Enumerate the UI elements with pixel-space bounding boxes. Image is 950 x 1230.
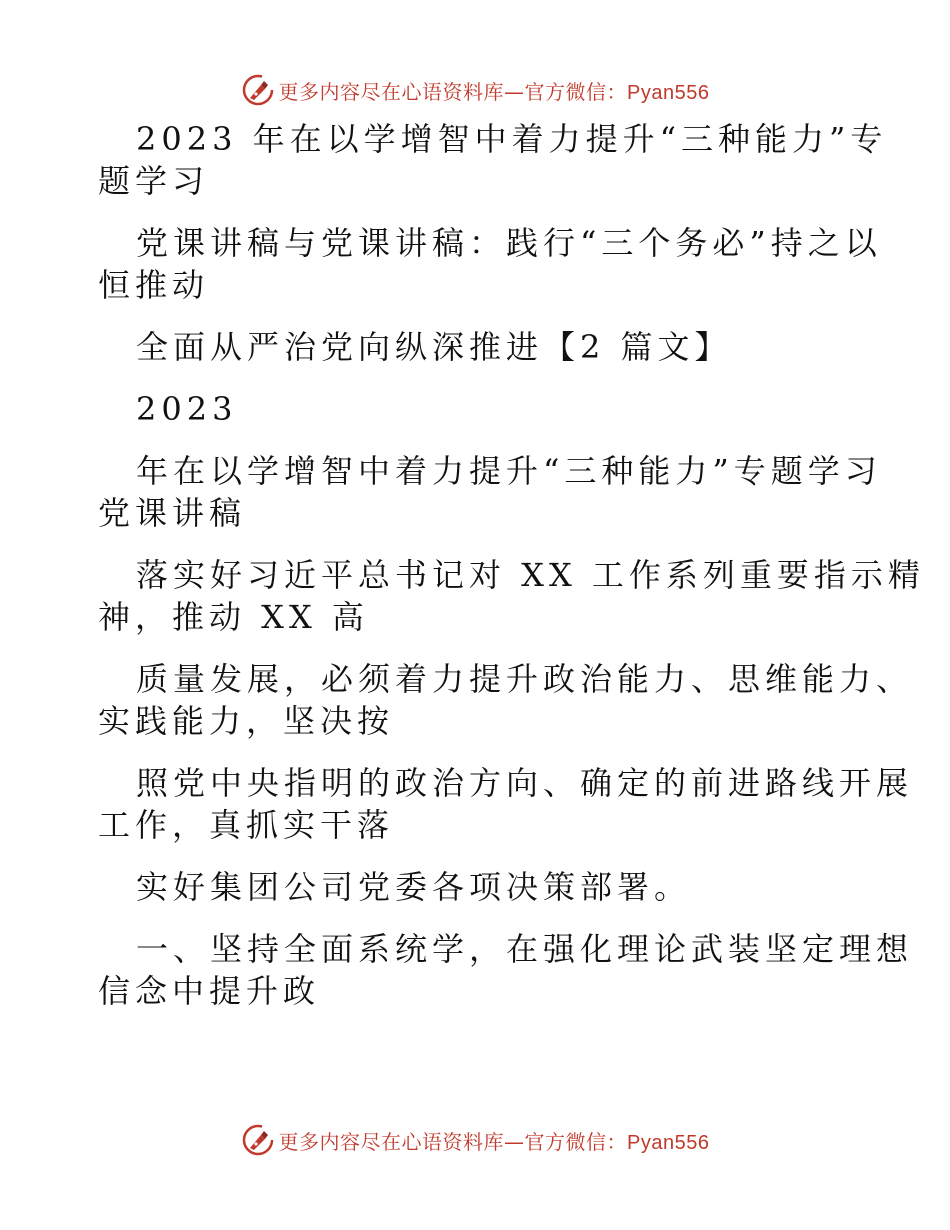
watermark-official: —官方微信：	[504, 1129, 628, 1154]
pen-nib-logo-icon	[241, 1123, 275, 1157]
section-heading-line-1: 一、坚持全面系统学，在强化理论武装坚定理想	[136, 930, 914, 968]
watermark-text	[279, 1126, 710, 1155]
watermark-text	[279, 76, 710, 105]
paragraph-line: 实践能力，坚决按	[98, 702, 395, 740]
title-line-2: 题学习	[98, 162, 210, 200]
subtitle-line-1: 党课讲稿与党课讲稿：践行“三个务必”持之以	[136, 224, 882, 262]
paragraph-line: 神，推动 XX 高	[98, 598, 369, 636]
subtitle-line-3: 全面从严治党向纵深推进【2 篇文】	[136, 328, 732, 366]
watermark-official: —官方微信：	[504, 79, 628, 104]
pen-nib-logo-icon	[241, 73, 275, 107]
watermark-main: 更多内容尽在心语资料库	[278, 1129, 505, 1154]
section-heading-line-2: 信念中提升政	[98, 972, 321, 1010]
footer-watermark	[0, 1120, 950, 1160]
paragraph-line: 工作，真抓实干落	[98, 806, 395, 844]
watermark-id: Pyan556	[627, 1131, 710, 1154]
paragraph-line: 质量发展，必须着力提升政治能力、思维能力、	[136, 660, 914, 698]
subtitle-line-2: 恒推动	[98, 266, 210, 304]
paragraph-line: 2023	[136, 390, 238, 428]
paragraph-line: 实好集团公司党委各项决策部署。	[136, 868, 692, 906]
watermark-main: 更多内容尽在心语资料库	[278, 79, 505, 104]
paragraph-line: 党课讲稿	[98, 494, 247, 532]
paragraph-line: 照党中央指明的政治方向、确定的前进路线开展	[136, 764, 914, 802]
watermark-id: Pyan556	[627, 81, 710, 104]
document-body	[98, 118, 925, 1032]
header-watermark	[0, 70, 950, 110]
paragraph-line: 年在以学增智中着力提升“三种能力”专题学习	[136, 452, 882, 490]
title-line-1: 2023 年在以学增智中着力提升“三种能力”专	[136, 120, 888, 158]
paragraph-line: 落实好习近平总书记对 XX 工作系列重要指示精	[136, 556, 925, 594]
